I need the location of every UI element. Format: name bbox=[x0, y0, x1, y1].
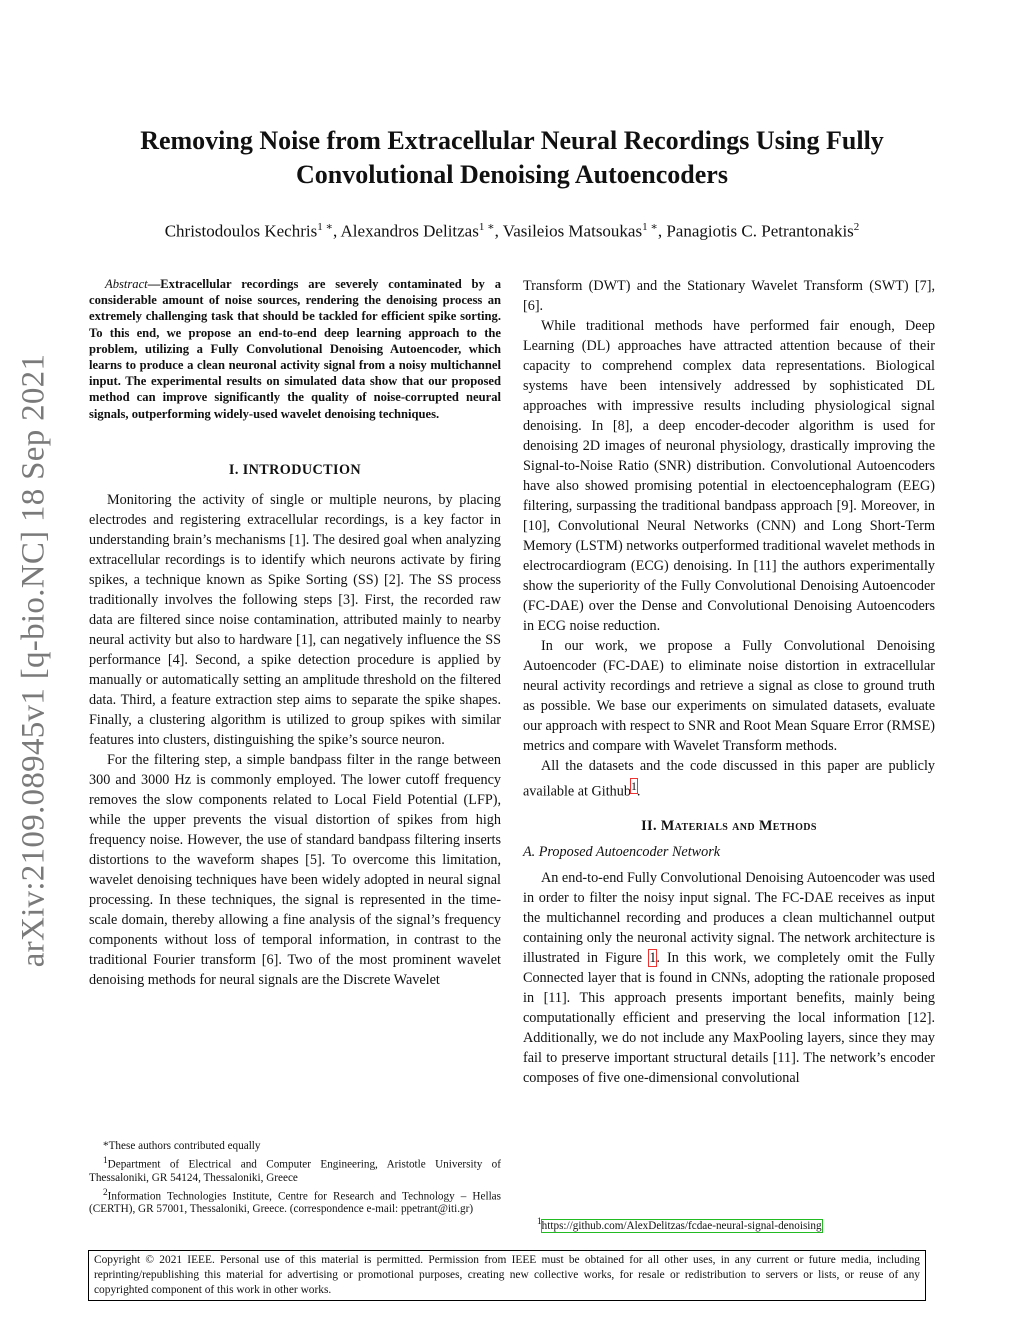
footnote-link[interactable]: 1 bbox=[630, 779, 637, 793]
methods-paragraph-1 bbox=[523, 868, 935, 1088]
author-list: Christodoulos Kechris$^{1 ∗}$, Alexandros Delitzas$^{1 ∗}$, Vasileios Matsoukas$^{1 ∗}$, Panagiotis C. Petrantonakis$^2$ bbox=[164, 221, 860, 241]
right-column bbox=[523, 276, 935, 1088]
paper-title: Removing Noise from Extracellular Neural Recordings Using Fully Convolutional Denoising Autoencoders bbox=[140, 126, 884, 189]
footnote-affiliation-1 bbox=[89, 1155, 501, 1185]
section-heading-introduction: I. INTRODUCTION bbox=[228, 461, 362, 478]
footnote-mark: 1 bbox=[537, 1217, 542, 1227]
author-affiliation-mark: 1 ∗ bbox=[642, 221, 658, 233]
footnote-mark: 2 bbox=[103, 1187, 108, 1198]
author-name: Alexandros Delitzas bbox=[340, 221, 479, 241]
url-footnote bbox=[523, 1216, 935, 1233]
footnote-text: Department of Electrical and Computer Engineering, Aristotle University of Thessaloniki, GR 54124, Thessaloniki, Greece bbox=[89, 1158, 501, 1184]
arxiv-sidebar-stamp bbox=[8, 340, 60, 980]
github-url-link[interactable]: https://github.com/AlexDelitzas/fcdae-neural-signal-denoising bbox=[541, 1219, 822, 1232]
abstract-text: Extracellular recordings are severely contaminated by a considerable amount of noise sources, rendering the denoising process an extremely challenging task that should be tackled for efficient spike sorting. To this end, we propose an end-to-end deep learning approach to the problem, utilizing a Fully Convolutional Denoising Autoencoder, which learns to produce a clean neuronal activity signal from a noisy multichannel input. The experimental results on simulated data show that our proposed method can improve significantly the quality of noise-corrupted neural signals, outperforming widely-used wavelet denoising techniques. bbox=[89, 277, 501, 421]
author-name: Vasileios Matsoukas bbox=[502, 221, 643, 241]
arxiv-identifier: arXiv:2109.08945v1 [q-bio.NC] 18 Sep 2021 bbox=[15, 353, 52, 967]
paragraph-text-end: . bbox=[636, 783, 641, 800]
paragraph-text: . In this work, we completely omit the Fully Connected layer that is found in CNNs, adopting the rationale proposed in [11]. This approach presents important benefits, mainly being computationally efficient and preserving the local information [12]. Additionally, we do not include any MaxPooling layers, since they may fail to preserve important structural details [11]. The network’s encoder composes of five one-dimensional convolutional bbox=[523, 949, 935, 1086]
footnote-equal-contribution: *These authors contributed equally bbox=[103, 1140, 261, 1152]
footnote-text: Information Technologies Institute, Centre for Research and Technology – Hellas (CERTH), GR 57001, Thessaloniki, Greece. (correspondence e-mail: ppetrant@iti.gr) bbox=[89, 1190, 501, 1216]
left-column bbox=[89, 276, 501, 990]
paragraph-text: An end-to-end Fully Convolutional Denoising Autoencoder was used in order to filter the noisy input signal. The FC-DAE receives as input the multichannel recording and produces a clean multichannel output containing only the neuronal activity signal. The network architecture is illustrated in Figure bbox=[523, 869, 935, 966]
abstract bbox=[89, 276, 501, 422]
intro-paragraph-3: While traditional methods have performed fair enough, Deep Learning (DL) approaches have attracted attention because of their capacity to comprehend complex data representations. Biological systems have been intensively addressed by sophisticated DL approaches with impressive results including physiological signal denoising. In [8], a deep encoder-decoder algorithm is used for denoising 2D images of neuronal physiology, drastically improving the Signal-to-Noise Ratio (SNR) distribution. Convolutional Autoencoders have also showed promising potential in electoencephalogram (EEG) filtering, surpassing the traditional bandpass approach [9]. Moreover, in [10], Convolutional Neural Networks (CNN) and Long Short-Term Memory (LSTM) networks outperformed traditional wavelet methods in electrocardiogram (ECG) denoising. In [11] the authors experimentally show the superiority of the Fully Convolutional Denoising Autoencoder (FC-DAE) over the Dense and Convolutional Denoising Autoencoders in ECG noise reduction. bbox=[523, 318, 935, 634]
intro-paragraph-5 bbox=[523, 756, 935, 802]
intro-paragraph-2: For the filtering step, a simple bandpass filter in the range between 300 and 3000 Hz is commonly employed. The lower cutoff frequency removes the slow components related to Local Field Potential (LFP), while the upper prevents the visual distortion of spikes from high frequency noise. However, the use of standard bandpass filtering inserts distortions to the waveform shapes [5]. To overcome this limitation, wavelet denoising techniques have been widely adopted in neural signal processing. In these techniques, the signal is represented in the time-scale domain, thereby allowing a fine analysis of the signal’s frequency components without loss of temporal information, in contrast to the traditional Fourier transform [6]. Two of the most prominent wavelet denoising methods for neural signals are the Discrete Wavelet bbox=[89, 751, 501, 988]
abstract-dash: — bbox=[147, 277, 161, 291]
intro-paragraph-1: Monitoring the activity of single or multiple neurons, by placing electrodes and registering extracellular recordings, is a key factor in understanding brain’s mechanisms [1]. The desired goal when analyzing extracellular recordings is to identify which neurons activate by firing spikes, a technique known as Spike Sorting (SS) [2]. The SS process traditionally involves the following steps [3]. First, the recorded raw data are filtered since noise contamination, attributed mainly to nearby neural activity but also to hardware [1], can negatively influence the SS performance [4]. Second, a spike detection procedure is applied by manually or automatically setting an amplitude threshold on the filtered data. Third, a feature extraction step aims to separate the spike shapes. Finally, a clustering algorithm is utilized to group spikes with similar features into clusters, distinguishing the spike’s source neuron. bbox=[89, 491, 501, 748]
intro-paragraph-2-continued: Transform (DWT) and the Stationary Wavelet Transform (SWT) [7], [6]. bbox=[523, 278, 935, 314]
affiliation-footnotes bbox=[89, 1140, 501, 1218]
footnote-affiliation-2 bbox=[89, 1187, 501, 1217]
footnote-mark: 1 bbox=[103, 1156, 108, 1166]
author-affiliation-mark: 2 bbox=[853, 221, 860, 233]
author-name: Christodoulos Kechris bbox=[164, 221, 318, 241]
author-affiliation-mark: 1 ∗ bbox=[478, 221, 495, 233]
copyright-notice: Copyright © 2021 IEEE. Personal use of this material is permitted. Permission from IEEE must be obtained for all other uses, in any current or future media, including reprinting/republishing this material for advertising or promotional purposes, creating new collective works, for resale or redistribution to servers or lists, or reuse of any copyrighted component of this work in other works. bbox=[88, 1250, 926, 1301]
abstract-label: Abstract bbox=[105, 277, 148, 291]
section-heading-methods: II. Materials and Methods bbox=[641, 817, 817, 834]
author-affiliation-mark: 1 ∗ bbox=[317, 221, 333, 233]
intro-paragraph-4: In our work, we propose a Fully Convolutional Denoising Autoencoder (FC-DAE) to eliminate noise distortion in extracellular neural activity recordings and retrieve a signal as close to ground truth as possible. We base our experiments on simulated datasets, evaluate our approach with respect to SNR and Root Mean Square Error (RMSE) metrics and compare with Wavelet Transform methods. bbox=[523, 638, 935, 754]
paragraph-text: All the datasets and the code discussed in this paper are publicly available at Github bbox=[523, 758, 935, 800]
author-name: Panagiotis C. Petrantonakis bbox=[666, 221, 854, 241]
figure-reference-link[interactable]: 1 bbox=[649, 949, 657, 966]
subsection-heading-autoencoder: A. Proposed Autoencoder Network bbox=[523, 843, 721, 860]
